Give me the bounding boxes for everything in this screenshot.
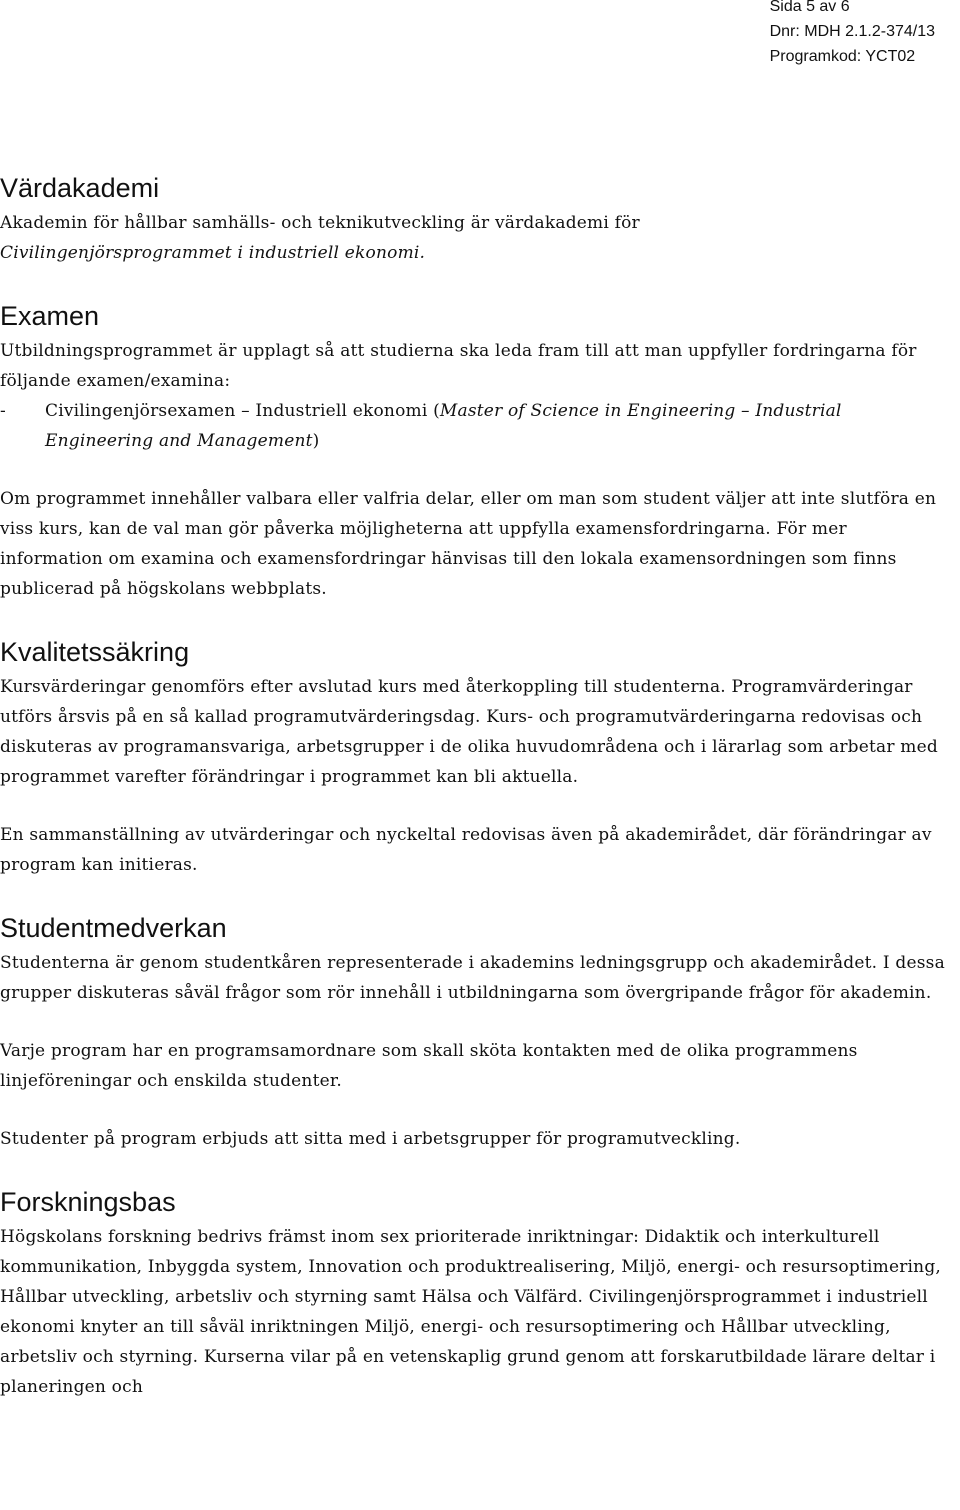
vardakademi-text	[0, 208, 945, 268]
forskning-paragraph: Högskolans forskning bedrivs främst inom sex prioriterade inriktningar: Didaktik och interkulturell kommunikation, Inbyggda system, Innovation och produktrealisering, Miljö, energi- och resursoptimering, Hållbar utveckling, arbetsliv och styrning samt Hälsa och Välfärd. Civilingenjörsprogrammet i industriell ekonomi knyter an till såväl inriktningen Miljö, energi- och resursoptimering och Hållbar utveckling, arbetsliv och styrning. Kurserna vilar på en vetenskaplig grund genom att forskarutbildade lärare deltar i planeringen och	[0, 1227, 941, 1397]
student-paragraph-3: Studenter på program erbjuds att sitta med i arbetsgrupper för programutveckling.	[0, 1129, 741, 1149]
section-kvalitetssakring	[0, 632, 945, 880]
page-number: Sida 5 av 6	[769, 0, 850, 15]
section-examen	[0, 296, 945, 604]
examen-intro: Utbildningsprogrammet är upplagt så att studierna ska leda fram till att man uppfyller fordringarna för följande examen/examina:	[0, 341, 917, 391]
list-dash: -	[0, 401, 6, 421]
vardakademi-text-italic: Civilingenjörsprogrammet i industriell ekonomi.	[0, 243, 426, 263]
section-heading: Värdakademi	[0, 173, 160, 203]
section-heading: Forskningsbas	[0, 1187, 176, 1217]
student-paragraph-2: Varje program har en programsamordnare som skall sköta kontakten med de olika programmens linjeföreningar och enskilda studenter.	[0, 1041, 858, 1091]
section-studentmedverkan	[0, 908, 945, 1154]
document-body	[0, 168, 945, 1430]
program-code: Programkod: YCT02	[769, 48, 916, 65]
section-heading: Kvalitetssäkring	[0, 637, 190, 667]
list-item-content	[45, 396, 945, 456]
section-heading: Studentmedverkan	[0, 913, 227, 943]
section-vardakademi	[0, 168, 945, 268]
degree-list	[0, 396, 945, 456]
degree-name: Civilingenjörsexamen – Industriell ekonomi (	[45, 401, 440, 421]
degree-english-name: Master of Science in Engineering – Industrial Engineering and Management	[45, 401, 842, 451]
vardakademi-text-plain: Akademin för hållbar samhälls- och teknikutveckling är värdakademi för	[0, 213, 640, 233]
section-heading: Examen	[0, 301, 100, 331]
section-forskningsbas	[0, 1182, 945, 1402]
student-paragraph-1: Studenterna är genom studentkåren representerade i akademins ledningsgrupp och akademirådet. I dessa grupper diskuteras såväl frågor som rör innehåll i utbildningarna som övergripande frågor för akademin.	[0, 953, 945, 1003]
registration-number: Dnr: MDH 2.1.2-374/13	[769, 23, 935, 40]
kvalitet-paragraph-2: En sammanställning av utvärderingar och nyckeltal redovisas även på akademirådet, där förändringar av program kan initieras.	[0, 825, 932, 875]
page-header-meta	[770, 0, 935, 69]
examen-paragraph: Om programmet innehåller valbara eller valfria delar, eller om man som student väljer att inte slutföra en viss kurs, kan de val man gör påverka möjligheterna att uppfylla examensfordringarna. För mer information om examina och examensfordringar hänvisas till den lokala examensordningen som finns publicerad på högskolans webbplats.	[0, 489, 937, 599]
list-item	[0, 396, 945, 456]
degree-close-paren: )	[312, 431, 320, 451]
kvalitet-paragraph-1: Kursvärderingar genomförs efter avslutad kurs med återkoppling till studenterna. Programvärderingar utförs årsvis på en så kallad programutvärderingsdag. Kurs- och programutvärderingarna redovisas och diskuteras av programansvariga, arbetsgrupper i de olika huvudområdena och i lärarlag som arbetar med programmet varefter förändringar i programmet kan bli aktuella.	[0, 677, 938, 787]
